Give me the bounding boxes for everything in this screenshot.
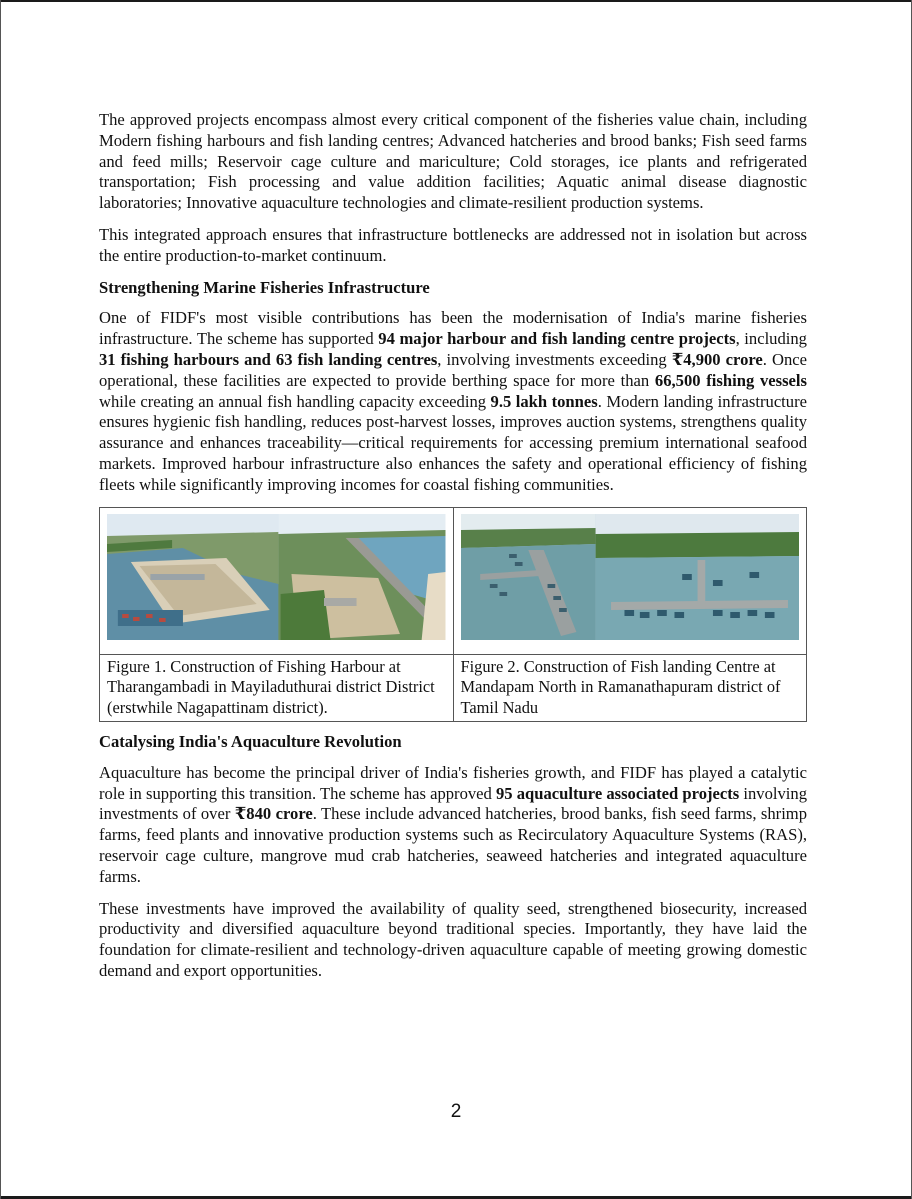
heading-marine-infrastructure: Strengthening Marine Fisheries Infrastructure: [99, 277, 430, 297]
bold-run: 66,500 fishing vessels: [654, 370, 807, 390]
page-left-edge: [0, 0, 1, 1199]
text-run: , involving investments exceeding: [437, 349, 672, 369]
text-run: , including: [735, 329, 807, 349]
bold-run: ₹4,900 crore: [671, 349, 763, 369]
bold-run: 9.5 lakh tonnes: [490, 391, 598, 411]
text-run: while creating an annual fish handling capacity exceeding: [99, 391, 491, 411]
figure-1-image-cell: [100, 507, 454, 654]
bold-run: 94 major harbour and fish landing centre projects: [378, 329, 736, 349]
page-top-edge: [0, 0, 912, 2]
figure-1-caption: Figure 1. Construction of Fishing Harbour at Tharangambadi in Mayiladuthurai district District (erstwhile Nagapattinam district).: [100, 654, 454, 721]
figure-2-image-cell: [453, 507, 807, 654]
text-run: involving investments of over: [99, 783, 807, 824]
text-run: . Once operational, these facilities are expected to provide berthing space for more than: [99, 349, 807, 390]
paragraph-aquaculture: [99, 763, 807, 888]
figure-2-photo: [461, 514, 800, 640]
page-number: 2: [450, 1101, 462, 1122]
text-run: One of FIDF's most visible contributions has been the modernisation of India's marine fisheries infrastructure. The scheme has supported: [99, 308, 807, 349]
figure-2-caption: Figure 2. Construction of Fish landing Centre at Mandapam North in Ramanathapuram district of Tamil Nadu: [453, 654, 807, 721]
paragraph-value-chain: The approved projects encompass almost every critical component of the fisheries value chain, including Modern fishing harbours and fish landing centres; Advanced hatcheries and brood banks; Fish seed farms and feed mills; Reservoir cage culture and mariculture; Cold storages, ice plants and refrigerated transportation; Fish processing and value addition facilities; Aquatic animal disease diagnostic laboratories; Innovative aquaculture technologies and climate-resilient production systems.: [99, 110, 807, 213]
text-run: . Modern landing infrastructure ensures hygienic fish handling, reduces post-harvest losses, improves auction systems, strengthens quality assurance and enhances traceability—critical requirements for accessing premium international seafood markets. Improved harbour infrastructure also enhances the safety and operational efficiency of fishing fleets while significantly improving incomes for coastal fishing communities.: [99, 391, 807, 494]
bold-run: ₹840 crore: [234, 804, 313, 824]
bold-run: 31 fishing harbours and 63 fish landing centres: [99, 349, 438, 369]
text-run: Aquaculture has become the principal driver of India's fisheries growth, and FIDF has played a catalytic role in supporting this transition. The scheme has approved: [99, 762, 807, 803]
paragraph-marine-infrastructure: [99, 308, 807, 495]
document-body: [99, 110, 807, 993]
figure-table: [99, 507, 807, 722]
heading-aquaculture: Catalysing India's Aquaculture Revolution: [99, 731, 402, 751]
paragraph-investments-impact: These investments have improved the availability of quality seed, strengthened biosecurity, increased productivity and diversified aquaculture beyond traditional species. Importantly, they have laid the foundation for climate-resilient and technology-driven aquaculture capable of meeting growing domestic demand and export opportunities.: [99, 898, 807, 980]
bold-run: 95 aquaculture associated projects: [496, 783, 740, 803]
text-run: . These include advanced hatcheries, brood banks, fish seed farms, shrimp farms, feed plants and innovative production systems such as Recirculatory Aquaculture Systems (RAS), reservoir cage culture, mangrove mud crab hatcheries, seaweed hatcheries and integrated aquaculture farms.: [99, 804, 808, 886]
figure-1-photo: [107, 514, 446, 640]
paragraph-integrated-approach: This integrated approach ensures that infrastructure bottlenecks are addressed not in isolation but across the entire production-to-market continuum.: [99, 224, 807, 265]
